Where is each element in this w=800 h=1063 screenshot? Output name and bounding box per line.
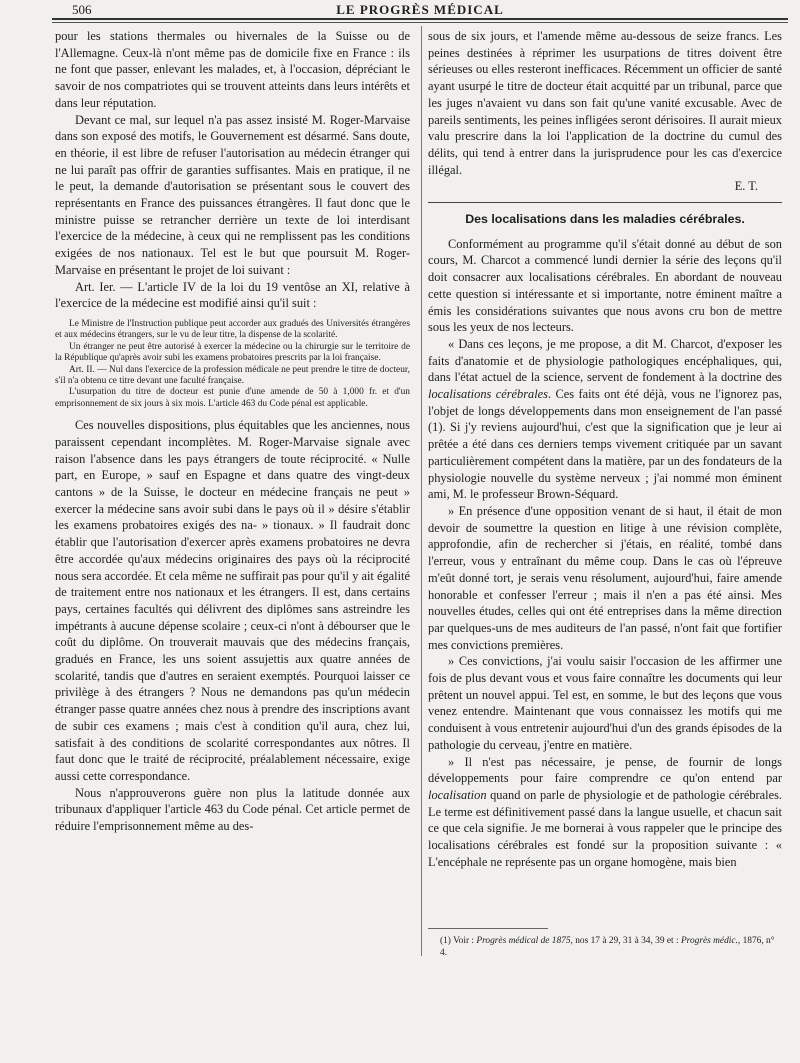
journal-title: LE PROGRÈS MÉDICAL xyxy=(336,2,504,17)
footnote xyxy=(440,935,780,959)
article-heading: Des localisations dans les maladies cérébrales. xyxy=(465,212,745,227)
text-run: . Ces faits ont été déjà, vous ne l'ignorez pas, l'objet de longs développements dans mon enseignement de l'an passé (1). Si j'y reviens aujourd'hui, c'est que la signification que je leur ai prêtée a été dans ces derniers temps vivement critiquée par un savant particulièrement compétent dans la matière, par un des fondateurs de la physiologie nouvelle du système nerveux ; j'ai nommé mon éminent ami, M. le professeur Brown-Séquard. xyxy=(428,387,782,502)
footnote-text: , nos 17 à 29, 31 à 34, 39 et : xyxy=(570,936,681,946)
paragraph: Conformément au programme qu'il s'était donné au début de son cours, M. Charcot a commencé lundi dernier la série des leçons qu'il doit consacrer aux localisations cérébrales. En abordant de nouveau cette question si intéressante et si importante, notre éminent maître a émis les considérations suivantes que nous avons cru bon de mettre sous les yeux de nos lecteurs. xyxy=(428,236,782,335)
footnote-text: , 1876, n° 4. xyxy=(440,936,775,958)
right-column xyxy=(428,28,782,870)
footnote-text: (1) Voir : xyxy=(440,936,477,946)
text-run: » Il n'est pas nécessaire, je pense, de fournir de longs développements pour faire comprendre ce qu'on entend par xyxy=(428,754,782,786)
paragraph xyxy=(428,754,782,871)
footnote-citation: Progrès médic. xyxy=(680,936,738,946)
page-header xyxy=(52,2,788,18)
law-text: Le Ministre de l'Instruction publique peut accorder aux gradués des Universités étrangères et aux médecins étrangers, sur le vu de leur titre, la dispense de la scolarité. xyxy=(55,318,410,341)
emphasis-text: localisations cérébrales xyxy=(428,387,549,402)
footnote-citation: Progrès médical de 1875 xyxy=(476,936,571,946)
law-text: L'usurpation du titre de docteur est punie d'une amende de 50 à 1,000 fr. et d'un emprisonnement de six jours à six mois. L'article 463 du Code pénal est applicable. xyxy=(55,387,410,409)
paragraph: » En présence d'une opposition venant de si haut, il était de mon devoir de soumettre la question en litige à une révision complète, approfondie, afin de rechercher si j'étais, en réalité, tombé dans l'erreur, vous y entraînant du même coup. Dans le cas où l'épreuve m'eût donné tort, je serais venu résolument, aujourd'hui, faire amende honorable et confesser l'erreur ; mais il n'en a pas été ainsi. Mes nouvelles études, celles qui ont été entreprises dans la même direction par quelques-uns de mes auditeurs de l'an passé, n'ont fait que fortifier mes convictions premières. xyxy=(428,503,782,652)
paragraph: » Ces convictions, j'ai voulu saisir l'occasion de les affirmer une fois de plus devant vous et vous faire connaître les documents qui leur prêtent un nouvel appui. Tel est, en somme, le but des leçons que vous venez entendre. Maintenant que vous connaissez les motifs qui me conduisent à vous entretenir aujourd'hui d'un des grands épisodes de la pathologie du cerveau, j'entre en matière. xyxy=(428,654,782,752)
footnote-rule xyxy=(428,928,548,929)
article-paragraph: Art. Ier. — L'article IV de la loi du 19 ventôse an XI, relative à l'exercice de la médecine est modifié ainsi qu'il suit : xyxy=(55,279,410,311)
text-run: quand on parle de physiologie et de pathologie cérébrales. Le terme est définitivement passé dans la langue usuelle, et chacun sait ce que cela signifie. Je me bornerai à vous rappeler que le principe des localisations cérébrales est fondé sur la proposition suivante : « L'encéphale ne représente pas un organe homogène, mais bien xyxy=(428,787,782,869)
law-text: Un étranger ne peut être autorisé à exercer la médecine ou la chirurgie sur le territoire de la République qu'après avoir subi les examens probatoires prescrits par la loi française. xyxy=(55,341,410,364)
emphasis-text: localisation xyxy=(428,787,487,802)
text-run: « Dans ces leçons, je me propose, a dit M. Charcot, d'exposer les faits d'anatomie et de physiologie pathologiques encéphaliques, qui, dans l'état actuel de la science, servent de fondement à la doctrine des xyxy=(428,336,782,385)
paragraph: sous de six jours, et l'amende même au-dessous de seize francs. Les peines destinées à réprimer les usurpations de titres doivent être sérieuses ou elles resteront inefficaces. Récemment un officier de santé ayant usurpé le titre de docteur était acquitté par un tribunal, parce que les juges n'avaient vu dans son fait qu'une vanité excusable. Avec de pareils sentiments, les peines infligées seront dérisoires. Il aurait mieux valu prescrire dans la loi l'application de la doctrine du cumul des délits, qui tend à entrer dans la jurisprudence pour les cas d'exercice illégal. xyxy=(428,29,782,177)
paragraph: pour les stations thermales ou hivernales de la Suisse ou de l'Allemagne. Ceux-là n'ont même pas de domicile fixe en France : ils ne font que passer, enlevant les malades, et, à l'occasion, dépréciant le savoir de nos compatriotes qui se trouvent atteints dans leurs intérêts et dans leur réputation. xyxy=(55,29,410,110)
header-rule-thin xyxy=(52,22,788,23)
paragraph: Nous n'approuverons guère non plus la latitude donnée aux tribunaux d'appliquer l'article 463 du Code pénal. Cet article permet de réduire l'emprisonnement même au des- xyxy=(55,785,410,834)
section-divider xyxy=(428,202,782,203)
paragraph xyxy=(428,336,782,503)
paragraph: Ces nouvelles dispositions, plus équitables que les anciennes, nous paraissent cependant incomplètes. M. Roger-Marvaise signale avec raison l'absence dans les pays étrangers de toute réciprocité. « Nulle part, en Europe, » sauf en Espagne et dans quatre des vingt-deux cantons » de la Suisse, le docteur en médecine français ne peut » exercer la médecine sans avoir subi dans le pays où il » désire s'établir les examens probatoires exigés des na- » tionaux. » Il faudrait donc établir que l'autorisation d'exercer après examens probatoires ne devra être accordée qu'aux médecins originaires des pays où la réciprocité nous sera accordée. Et cela même ne suffirait pas pour qu'il y ait égalité de traitement entre nos nationaux et les étrangers. Il est, dans certains pays, certaines facultés qui délivrent des diplômes sans astreindre les impétrants à aucune dépense scolaire ; ceux-ci n'ont à débourser que le coût du diplôme. On trouverait mauvais que des médecins français, gradués en France, les uns soient assujettis aux quatre années de scolarité, tandis que d'autres en seraient exemptés. Pourquoi laisser ce privilège à des étrangers ? Nous ne demandons pas qu'un médecin étranger passe quatre années chez nous à prendre des inscriptions avant de subir ces examens ; mais c'est à condition qu'il aura, chez lui, satisfait à des conditions de scolarité correspondantes aux nôtres. Il faut donc que le traité de réciprocité, préalablement nécessaire, exige aussi cette correspondance. xyxy=(55,418,410,783)
law-text: Art. II. — Nul dans l'exercice de la profession médicale ne peut prendre le titre de docteur, s'il n'a obtenu ce titre devant une faculté française. xyxy=(55,364,410,386)
header-rule xyxy=(52,18,788,20)
paragraph: Devant ce mal, sur lequel n'a pas assez insisté M. Roger-Marvaise dans son exposé des motifs, le Gouvernement est désarmé. Sans doute, en théorie, il est libre de refuser l'autorisation au médecin étranger qui ne lui paraît pas offrir de garanties suffisantes. Mais en pratique, il ne le peut, la demande d'autorisation se présentant sous le couvert des représentants en France des puissances étrangères. Il faut donc que le ministre puisse se retrancher derrière un texte de loi interdisant l'exercice de la médecine, à ceux qui ne remplissent pas les conditions exigées de nos nationaux. Tel est le but que poursuit M. Roger-Marvaise en présentant le projet de loi suivant : xyxy=(55,112,410,277)
left-column xyxy=(55,28,410,835)
author-signature: E. T. xyxy=(734,179,758,194)
page-number: 506 xyxy=(72,2,92,17)
column-separator xyxy=(421,26,422,956)
law-text-block xyxy=(55,319,410,410)
